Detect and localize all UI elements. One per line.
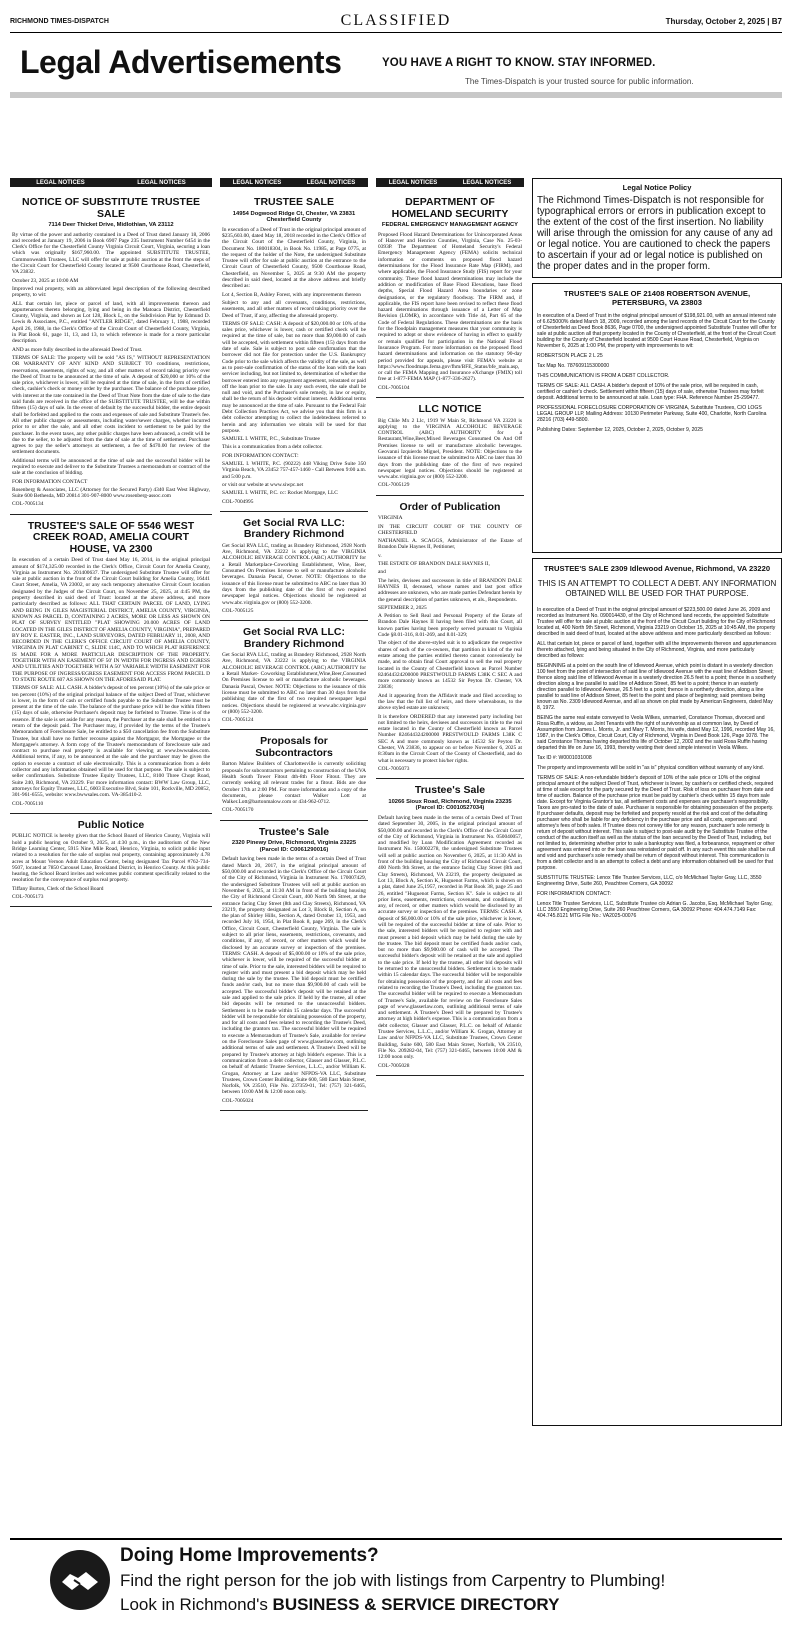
- notice-paragraph: NATHANIEL A. SCAGGS, Administrator of the Estate of Brandon Dale Haynes II, Petitioner,: [378, 538, 522, 551]
- notice-paragraph: COL-7004995: [222, 498, 254, 505]
- legal-notices-label: LEGAL NOTICES: [137, 179, 186, 186]
- legal-notice: [10, 814, 212, 907]
- notice-paragraph: Subject to any and all covenants, conditions, restrictions, easements, and all other matters of record taking priority over the Deed of Trust, if any, affecting the aforesaid property.: [222, 299, 366, 319]
- legal-notices-header: [376, 178, 524, 187]
- ad-body: Find the right person for the job with listings from Carpentry to Plumbing!: [120, 1571, 666, 1590]
- notice-paragraph: ROBERTSON PLACE 2 L 25: [537, 353, 603, 359]
- notice-paragraph: BEGINNING at a point on the south line of Idlewood Avenue, which point is distant in a westerly direction 100 feet from the point of intersection of said line of Idlewood Avenue with the east line of Addison Street; thence along said line of Idlewood Avenue in a westerly direction 26.5 feet to a point; thence in a southerly direction along a line parallel to said line of Addison Street, 85 feet to a point; thence in an easterly direction parallel to Idlewood Avenue, 26.5 feet to a point; thence in a northerly direction, along a line parallel to said line of Addison Street, 85 feet to the point and place of beginning; said premises being known as No. 2309 Idlewood Avenue, and all as shown on plat made by American Engineers, dated May 8, 1972.: [537, 663, 776, 711]
- notice-paragraph: v.: [378, 552, 382, 559]
- legal-notice: [376, 191, 524, 398]
- legal-notice: [376, 398, 524, 496]
- notice-paragraph: Proposed Flood Hazard Determinations for Unincorporated Areas of Hanover and Henrico Counties, Virginia, Case No. 25-03-0393P. The Department of Homeland Security's Federal Emergency Management Agency (FEMA) solicits technical information or comments on proposed flood hazard determinations for the Flood Insurance Rate Map (FIRM), and where applicable, the Flood Insurance Study (FIS) report for your community. These flood hazard determinations may include the addition or modification of Base Flood Elevations, base flood depths, Special Flood Hazard Area boundaries or zone designations, or the regulatory floodway. The FIRM and, if applicable, the FIS report have been revised to reflect these flood hazard determinations through issuance of a Letter of Map Revision (LOMR), in accordance with Title 44, Part 65 of the Code of Federal Regulations. These determinations are the basis for the floodplain management measures that your community is required to adopt or show evidence of having in effect to qualify or remain qualified for participation in the National Flood Insurance Program. For more information on the proposed flood hazard determinations and information on the statutory 90-day period provided for appeals, please visit FEMA's website at https://www.floodmaps.fema.gov/fhm/BFE_Status/bfe_main.asp, or call the FEMA Mapping and Insurance eXchange (FMIX) toll free at 1-877-FEMA MAP (1-877-336-2627).: [378, 231, 522, 383]
- legal-notices-header: [220, 178, 368, 187]
- legal-notices-label: LEGAL NOTICES: [462, 179, 512, 186]
- legal-notice: [220, 621, 368, 730]
- masthead-subtitle: The Times-Dispatch is your trusted source for public information.: [465, 77, 694, 86]
- legal-notice: [220, 730, 368, 820]
- notice-paragraph: COL-7005110: [12, 800, 44, 807]
- notice-paragraph: COL-7005124: [222, 717, 254, 724]
- legal-notices-label: LEGAL NOTICES: [388, 179, 438, 186]
- notice-paragraph: Additional terms will be announced at the time of sale and the successful bidder will be required to execute and deliver to the Substitute Trustees a memorandum or contract of the sale at the conclusion of bidding.: [12, 457, 210, 477]
- notice-paragraph: THE ESTATE OF BRANDON DALE HAYNES II,: [378, 561, 490, 568]
- notice-paragraph: October 23, 2025 at 10:00 AM: [12, 277, 79, 284]
- notice-paragraph: Get Social RVA LLC, trading as Brandery Richmond, 2928 North Ave, Richmond, VA 23222 is applying to the VIRGINIA ALCOHOLIC BEVERAGE CONTROL (ABC) AUTHORITY for a Retail Market- Coworking Establishment,Wine,Beer,Consumed On Premises license to sell or manufacture alcoholic beverages. Danasia Pascal, Owner. NOTE: Objections to the issuance of this license must be submitted to ABC no later than 30 days from the publishing date of the first of two required newspaper legal notices. Objections should be registered at www.abc.virginia.gov or (800) 552-3200.: [222, 652, 366, 715]
- notice-title: Get Social RVA LLC: Brandery Richmond: [243, 626, 345, 650]
- legal-notice: [10, 515, 212, 814]
- masthead-slogan: YOU HAVE A RIGHT TO KNOW. STAY INFORMED.: [382, 57, 656, 69]
- handshake-icon: [50, 1550, 110, 1610]
- notice-paragraph: PROFESSIONAL FORECLOSURE CORPORATION OF VIRGINIA, Substitute Trustees, C/O LOGS LEGAL GROUP LLP, Mailing Address: 10130 Perimeter Parkway, Suite 400, Charlotte, North Carolina 28216 (703) 449-5800.: [537, 405, 767, 423]
- notice-paragraph: COL-7005129: [378, 482, 410, 489]
- notice-paragraph: ALL that certain lot, piece or parcel of land, with all improvements thereon and appurtenances thereto belonging, lying and being in the Matoaca District, Chesterfield County, Virginia, and shown as Lot 128, Block L, on the Subdivision Plat by Edmund D. Lewis & Associates, P.C., entitled "ANTLER RIDGE", dated February 1, 1988, recorded April 26, 1988, in the Clerk's Office of the Circuit Court of Chesterfield County, Virginia, in Plat Book 61, page 11, 13, and 13, to which reference is made for a more particular description.: [12, 300, 210, 345]
- legal-notice: [220, 821, 368, 1111]
- notice-paragraph: COL-7005028: [378, 1062, 410, 1069]
- notice-paragraph: FOR INFORMATION CONTACT:: [537, 891, 611, 897]
- notice-paragraph: Tax Map No. 787609115300000: [537, 363, 610, 369]
- notice-paragraph: The property and improvements will be sold in "as is" physical condition without warranty of any kind.: [537, 765, 765, 771]
- notice-paragraph: IN THE CIRCUIT COURT OF THE COUNTY OF CHESTERFIELD: [378, 523, 522, 536]
- ad-directory-name: BUSINESS & SERVICE DIRECTORY: [272, 1595, 560, 1614]
- legal-notices-label: LEGAL NOTICES: [306, 179, 356, 186]
- legal-notice: [376, 496, 524, 779]
- legal-notice: [220, 512, 368, 621]
- notice-paragraph: In execution of a Deed of Trust in the original principal amount of $235,603.00, dated May 18, 2018 recorded in the Clerk's Office of the Circuit Court of the Chesterfield County, Virginia, in Document No. 180018304, in Book No. 11985, at Page 0775, at the request of the holder of the Note, the undersigned Substitute Trustee will offer for sale at public auction at the entrance to the Circuit Court of Chesterfield County, 9500 Courthouse Road, Chesterfield, on November 5, 2025 at 9:30 AM the property described in said deed, located at the above address and briefly described as:: [222, 226, 366, 290]
- notice-paragraph: Get Social RVA LLC, trading as Brandery Richmond, 2928 North Ave, Richmond, VA 23222 is applying to the VIRGINIA ALCOHOLIC BEVERAGE CONTROL (ABC) AUTHORITY for a Retail Marketplace-Coworking Establishment, Wine, Beer, Consumed On Premises license to sell or manufacture alcoholic beverages. Danasia Pascal, Owner. NOTE: Objections to the issuance of this license must be submitted to ABC no later than 30 days from the publishing date of the first of two required newspaper legal notices. Objections should be registered at www.abc.virginia.gov or (800) 552-3200.: [222, 542, 366, 606]
- notice-subtitle: 10266 Sioux Road, Richmond, Virginia 23235 (Parcel ID: C0010527034): [388, 798, 512, 812]
- notice-title: Public Notice: [77, 818, 145, 831]
- notice-paragraph: Rosenberg & Associates, LLC (Attorney for the Secured Party) 4340 East West Highway, Suite 600 Bethesda, MD 20814 301-907-8000 www.rosenberg-assoc.com: [12, 486, 210, 500]
- notice-paragraph: TERMS OF SALE: ALL CASH. A bidder's deposit of ten percent (10%) of the sale price or ten percent (10%) of the original principal balance of the subject Deed of Trust, whichever is lower, in the form of cash or certified funds payable to the Substitute Trustee must be present at the time of the sale. The balance of the purchase price will be due within fifteen (15) days of sale, otherwise Purchaser's deposit may be forfeited to Trustee. Time is of the essence. If the sale is set aside for any reason, the Purchaser at the sale shall be entitled to a return of the deposit paid. The Purchaser may, if provided by the terms of the Trustee's Memorandum of Foreclosure Sale, be entitled to a $50 cancellation fee from the Substitute Trustee, but shall have no further recourse against the Mortgagor, the Mortgagee or the Mortgagee's attorney. A form copy of the Trustee's memorandum of foreclosure sale and contract to purchase real property is available for viewing at www.bwwsales.com. Additional terms, if any, to be announced at the sale and the purchaser may be given the option to execute a contract of sale electronically. This is a communication from a debt collector and any information obtained will be used for that purpose. The sale is subject to seller confirmation. Substitute Trustee Equity Trustees, LLC, 8100 Three Chopt Road, Suite 240, Richmond, VA 23229. For more information contact: BWW Law Group, LLC, attorneys for Equity Trustees, LLC, 6003 Executive Blvd, Suite 101, Rockville, MD 20852, 301-961-6555, website: www.bwwsales.com. VA-385410-2.: [12, 685, 210, 799]
- notice-title: Trustee's Sale: [258, 825, 330, 838]
- notice-paragraph: SUBSTITUTE TRUSTEE: Lenox Title Trustee Services, LLC, c/o McMichael Taylor Gray, LLC, 3550 Engineering Drive, Suite 260, Peachtree Corners, GA 30092: [537, 875, 762, 887]
- notice-paragraph: PUBLIC NOTICE is hereby given that the School Board of Henrico County, Virginia will hold a public hearing on October 9, 2025, at 4:30 p.m., in the auditorium of the New Bridge Learning Center, 5915 Nine Mile Road, Henrico, Virginia, to solicit public input related to a resolution for the sale of surplus real property, containing approximately 4.78 acres at Mount Vernon Adult Education Center, being designated Tax Parcel #762-734-9507, located at 7850 Carousel Lane, Brookland District, in Henrico County. At this public hearing, the School Board invites and welcomes public comment specifically related to the resolution for the conveyance of surplus real property.: [12, 833, 210, 884]
- policy-text: The Richmond Times-Dispatch is not responsible for typographical errors or errors in publication except to the extent of the cost of the first insertion. No liability will arise through the omission for any cause of any ad or legal notice. You are cautioned to check the papers to ascertain if your ad or legal notice is published on the proper dates and in the proper form.: [537, 195, 773, 272]
- notice-paragraph: SEPTEMBER 2, 2025: [378, 604, 427, 611]
- notice-paragraph: Default having been made in the terms of a certain Deed of Trust dated March 20, 2017, in the original principal amount of $50,000.00 and recorded in the Clerk's Office of the Circuit Court of the City of Richmond, Virginia in Instrument No. 170007429, the undersigned Substitute Trustees will sell at public auction on November 6, 2025, at 11:30 AM in front of the building housing the City of Richmond Circuit Court, 400 North 9th Street, at the entrance facing Clay Street (8th and Clay Streets), Richmond, VA 23219, the property designated as Lot 3, Block B, Section A, on the plan of Shirley Hills, Section A, dated October 13, 1953, and recorded July 16, 1954, in Plat Book 8, page 269, in the Clerk's Office, Circuit Court, Chesterfield County, Virginia. The sale is subject to all prior liens, easements, restrictions, covenants, and conditions, if any, of record, or other matters which would be disclosed by an accurate survey or inspection of the premises. TERMS: CASH. A deposit of $5,000.00 or 10% of the sale price, whichever is lower, will be required of the successful bidder at time of sale. Prior to the sale, interested bidders will be required to register with and must present a bid deposit which may be held during the sale by the trustee. The bid deposit must be certified funds and/or cash, but no more than $9,900.00 of cash will be accepted. The successful bidder's deposit will be retained at the sale and applied to the sale price. If held by the trustee, all other bid deposits will be returned to the unsuccessful bidders. Settlement is to be made within 15 calendar days. The successful bidder will be responsible for obtaining possession of the property, and for all costs and fees related to recording the Trustee's Deed, including the grantors tax. The successful bidder will be required to execute a Memorandum of Trustee's Sale, available for review on the Foreclosure Sales page of www.glasserlaw.com, outlining additional terms of sale and settlement. A Trustee's Deed will be prepared by Trustee's attorney at high bidder's expense. This is a communication from a debt collector, Glasser and Glasser, P.L.C. on behalf of Atlantic Trustee Services, L.L.C., and/or William K. Grogan, Attorney at Law and/or NFPDS-VA LLC, Substitute Trustees, Crown Center Building, Suite 600, 580 East Main Street, Norfolk, VA 23510, File No. 237359-01, Tel: (757) 321-6465, between 10:00 AM & 12:00 noon only.: [222, 856, 366, 1096]
- page-date: Thursday, October 2, 2025 | B7: [665, 17, 782, 26]
- notice-paragraph: COL-7005125: [222, 607, 254, 614]
- notice-paragraph: SAMUEL I. WHITE, P.C., Substitute Trustee: [222, 436, 320, 443]
- notice-paragraph: This is a communication from a debt collector.: [222, 444, 323, 451]
- notice-paragraph: Publishing Dates: September 12, 2025, October 2, 2025, October 9, 2025: [537, 427, 703, 433]
- notice-title: Trustee's Sale: [414, 784, 486, 797]
- notice-paragraph: SAMUEL I. WHITE, P.C. (90222) 448 Viking Drive Suite 350 Virginia Beach, VA 23452 757-457-1460 - Call Between 9:00 a.m. and 5:00 p.m.: [222, 461, 366, 480]
- notice-paragraph: The object of the above-styled suit is to adjudicate the respective shares of each of the co-owners, that partition in kind of the real estate among the parties entitled thereto cannot conveniently be made, and to obtain final Court approval to sell the real property located in the County of Chesterfield known as Parcel Number 824644324200000 PRESTWOULD FARMS L38K C SEC A and more commonly known as 14532 Sir Peyton Dr. Chester, VA 23836;: [378, 640, 522, 691]
- notice-paragraph: In execution of a Deed of Trust in the original principal amount of $198,921.00, with an annual interest rate of 6.625000% dated March 18, 2009, recorded among the land records of the Circuit Court for the County of Chesterfield as Deed Book 8636, Page 0700, the undersigned appointed Substitute Trustee will offer for sale at public auction all that property located in the County of Chesterfield, at the front of the Circuit Court building for the County of Chesterfield located at 9500 Court House Road, Chesterfield, Virginia on November 6, 2025 at 1:00 PM, the property with improvements to wit:: [537, 313, 777, 349]
- notice-paragraph: COL-7005024: [222, 1097, 254, 1104]
- legal-notices-label: LEGAL NOTICES: [36, 179, 85, 186]
- notice-paragraph: Tax ID #: W0001031008: [537, 755, 592, 761]
- notice-paragraph: In execution of a Deed of Trust in the original principal amount of $223,500.00 dated June 26, 2009 and recorded as Instrument No. 090014430, of the City of Richmond land records, the appointed Substitute Trustee will offer for sale at public auction at the front of the Circuit Court building for the City of Richmond located at, 400 North 9th Street, Richmond, Virginia 23219 on October 15, 2025 at 10:45 AM, the property described in said deed of trust, located at the above address and more particularly described as follows:: [537, 607, 776, 637]
- notice-title: LLC NOTICE: [418, 403, 482, 416]
- notice-paragraph: and: [378, 569, 386, 576]
- notice-paragraph: BEING the same real estate conveyed to Veola Wilkes, unmarried, Constance Thomas, divorced and Rosa Ruffin, a widow, as Joint Tenants with the right of survivorship as at common law, by Deed of Assumption from James L. Morris, Jr. and Mary T. Morris, his wife, dated May 12, 1996, recorded May 16, 1987, in the Clerk's Office, Circuit Court, City of Richmond, Virginia in Deed Book 126, Page 1078. The said Constance Thomas having departed this life of October 12, 2002 and the said Rosa Ruffin having departed this life on June 16, 1993, thereby vesting their deed simple interest in Veola Wilkes.: [537, 715, 775, 751]
- notice-title: Get Social RVA LLC: Brandery Richmond: [243, 516, 345, 541]
- notice-paragraph: Default having been made in the terms of a certain Deed of Trust dated September 30, 2005, in the original principal amount of $50,000.00 and recorded in the Clerk's Office of the Circuit Court of the City of Richmond, Virginia in Instrument No. 050040057, and modified by Loan Modification Agreement recorded as Instrument No. 150002278, the undersigned Substitute Trustees will sell at public auction on November 6, 2025, at 11:30 AM in front of the building housing the City of Richmond Circuit Court, 400 North 9th Street, at the entrance facing Clay Street (8th and Clay Streets), Richmond, VA 23219, the property designated as Lot 13, Block A, Section K, Huguenot Farms, which is shown on a plat, dated June 25,1957, recorded in Plat Book 38, page 25 and 26, entitled "Huguenot Farms, Section K". Sale is subject to all prior liens, easements, restrictions, covenants, and conditions, if any, of record, or other matters which would be disclosed by an accurate survey or inspection of the premises. TERMS: CASH. A deposit of $6,000.00 or 10% of the sale price, whichever is lower, will be required of the successful bidder at time of sale. Prior to the sale, interested bidders will be required to register with and must present a bid deposit which may be held during the sale by the trustee. The bid deposit must be certified funds and/or cash, but no more than $9,900.00 of cash will be accepted. The successful bidder's deposit will be retained at the sale and applied to the sale price. If held by the trustee, all other bid deposits will be returned to the unsuccessful bidders. Settlement is to be made within 15 calendar days. The successful bidder will be responsible for obtaining possession of the property, and for all costs and fees related to recording the Trustee's Deed, including the grantors tax. The successful bidder will be required to execute a Memorandum of Trustee's Sale, available for review on the Foreclosure Sales page of www.glasserlaw.com, outlining additional terms of sale and settlement. A Trustee's Deed will be prepared by Trustee's attorney at high bidder's expense. This is a communication from a debt collector, Glasser and Glasser, P.L.C. on behalf of Atlantic Trustee Services, L.L.C., and/or William K. Grogan, Attorney at Law and/or NFPDS-VA LLC, Substitute Trustees, Crown Center Building, Suite 600, 580 East Main Street, Norfolk, VA 23510, File No. 209282-04, Tel: (757) 321-6465, between 10:00 AM & 12:00 noon only.: [378, 814, 522, 1061]
- notice-paragraph: COL-7005170: [222, 807, 254, 814]
- ad-cta-text: Look in Richmond's: [120, 1595, 273, 1614]
- notice-paragraph: It is therefore ORDERED that any interested party including but not limited to the heirs, devisees and successors in title to the real estate located in the County of Chesterfield known as Parcel Number 824644324200000 PRESTWOULD FARMS L38K C SEC A and more commonly known as 14532 Sir Peyton Dr. Chester, VA 23836, to appear on or before November 6, 2025 at 8:30am in the Circuit Court of the County of Chesterfield, and do what is necessary to protect his/her rights.: [378, 713, 522, 764]
- notice-subtitle: FEDERAL EMERGENCY MANAGEMENT AGENCY: [381, 222, 519, 228]
- notice-paragraph: Tiffany Burton, Clerk of the School Board: [12, 885, 104, 892]
- notice-subtitle: 2320 Pinewy Drive, Richmond, Virginia 23225 (Parcel ID: C0061290016): [231, 840, 357, 853]
- notice-paragraph: In execution of a certain Deed of Trust dated May 16, 2014, in the original principal amount of $174,325.00 recorded in the Clerk's Office, Circuit Court for Amelia County, Virginia as Instrument No. 201400637. The undersigned Substitute Trustee will offer for sale at public auction in the front of the Circuit Court building for Amelia County, 16441 Court Street, Amelia, VA 23002, or any such temporary alternative Circuit Court location designated by the Judges of the Circuit Court, on November 25, 2025, at 4:45 PM, the property described in said deed of Trust: located at the above address, and more particularly described as follows: ALL THAT CERTAIN PARCEL OF LAND, LYING AND BEING IN GILES MAGISTERIAL DISTRICT, AMELIA COUNTY, VIRGINIA, KNOWN AS PARCEL D, CONTAINING 2 ACRES, MORE OR LESS AS SHOWN ON PLAT OF SURVEY ENTITLED "PLAT SHOWING 20.000 ACRES OF LAND LOCATED IN THE GILES DISTRICT OF AMELIA COUNTY, VIRGINIA", PREPARED BY ROY E. EASTER, INC., LAND SURVEYORS, DATED FEBRUARY 11, 2008, AND RECORDED IN THE CLERK'S OFFICE CIRCUIT COURT OF AMELIA COUNTY, VIRGINIA IN PLAT CABINET C, SLIDE 114C, AND TO WHICH PLAT REFERENCE IS MADE FOR A MORE PARTICULAR DESCRIPTION OF THE PROPERTY. TOGETHER WITH AN EASEMENT OF 50' IN WIDTH FOR INGRESS AND EGRESS AND UTILITIES AND TOGETHER WITH A 50' VARIABLE WIDTH EASEMENT FOR THE PURPOSE OF INGRESS/EGRESS EASEMENT FOR ACCESS FROM PARCEL D TO STATE ROUTE 607 AS SHOWN ON THE AFORESAID PLAT.: [12, 557, 210, 683]
- notice-paragraph: Lot 4, Section B, Ashley Forest, with any improvements thereon: [222, 291, 361, 298]
- section-name: CLASSIFIED: [340, 12, 452, 29]
- notice-paragraph: Big Chile Mx 2 Llc, 1919 W Main St, Richmond VA 23220 is applying to the VIRGINIA ALCOHOLIC BEVERAGE CONTROL (ABC) AUTHORITY for a Restaurant,Wine,Beer,Mixed Beverages Consumed On And Off Premises license to sell or manufacture alcoholic beverages. Geovanni Izquierdo Miguel, President. NOTE: Objections to the issuance of this license must be submitted to ABC no later than 30 days from the publishing date of the first of two required newspaper legal notices. Objections should be registered at www.abc.virginia.gov or (800) 552-3200.: [378, 417, 522, 481]
- ad-headline: Doing Home Improvements?: [120, 1545, 379, 1566]
- notice-paragraph: Improved real property, with an abbreviated legal description of the following described property, to wit:: [12, 285, 210, 299]
- folio-divider: [10, 32, 782, 33]
- policy-title: Legal Notice Policy: [622, 183, 692, 192]
- notice-paragraph: AND as more fully described in the aforesaid Deed of Trust.: [12, 346, 143, 353]
- notice-paragraph: Lenox Title Trustee Services, LLC, Substitute Trustee c/o Adrian G. Jacobs, Esq. McMichael Taylor Gray, LLC 3550 Engineering Drive, Suite 260 Peachtree Corners, GA 30092 Phone: 404.474.7149 Fax: 404.745.8121 MTG File No.: VA2025-00076: [537, 901, 773, 919]
- legal-notice: [10, 191, 212, 515]
- notice-paragraph: The heirs, devisees and successors in title of BRANDON DALE HAYNES II, deceased, whose names and last post office addresses are unknown, who are made parties Defendant herein by the general description of parties unknown, et als., Respondents.: [378, 577, 522, 603]
- notice-paragraph: SAMUEL I. WHITE, P.C. cc: Rocket Mortgage, LLC: [222, 490, 338, 497]
- notice-paragraph: COL-7005134: [12, 501, 44, 508]
- notice-paragraph: COL-7005073: [378, 765, 410, 772]
- notice-paragraph: TERMS OF SALE: ALL CASH. A bidder's deposit of 10% of the sale price, will be required in cash, certified or cashier's check. Settlement within fifteen (15) days of sale, otherwise Trustees may forfeit deposit. Additional terms to be announced at sale. Loan type: FHA. Reference Number 25-299477.: [537, 383, 764, 401]
- directory-ad[interactable]: [10, 1538, 782, 1626]
- notice-title: TRUSTEE'S SALE 2309 Idlewood Avenue, Richmond, VA 23220: [543, 564, 771, 573]
- notice-title: TRUSTEE'S SALE OF 5546 WEST CREEK ROAD, AMELIA COURT HOUSE, VA 2300: [27, 519, 195, 555]
- column-1: [10, 178, 212, 1533]
- publication-name: RICHMOND TIMES-DISPATCH: [10, 18, 109, 25]
- notice-paragraph: FOR INFORMATION CONTACT:: [222, 452, 299, 459]
- notice-paragraph: COL-7005104: [378, 384, 410, 391]
- notice-paragraph: THIS COMMUNICATION IS FROM A DEBT COLLECTOR.: [537, 373, 670, 379]
- page-folio: [10, 14, 782, 30]
- notice-subtitle: 7114 Deer Thicket Drive, Midlothian, VA 23112: [48, 222, 174, 228]
- page-title: Legal Advertisements: [20, 44, 342, 80]
- notice-paragraph: COL-7005173: [12, 894, 44, 901]
- notice-paragraph: Barton Malow Builders of Charlottesville is currently soliciting proposals for subcontractors pertaining to construction of the UVA Health South Tower Fitout 4th-8th Floor Fitout. They are currently seeking all relevant trades for a fitout. Bids are due October 17th at 2:00 PM. For more information and a copy of the documents, please contact Walker Lott at Walker.Lott@bartonmalow.com or 434-962-0712.: [222, 761, 366, 806]
- notice-paragraph: ALL that certain lot, piece or parcel of land, together with all the improvements thereon and appurtenances thereto attached, lying and being situated in the City of Richmond, Virginia, and more particularly described as follows:: [537, 641, 777, 659]
- column-3: [376, 178, 524, 1533]
- notice-paragraph: VIRGINIA: [378, 515, 403, 522]
- notice-title: Proposals for Subcontractors: [255, 735, 333, 759]
- masthead-bar: [10, 92, 782, 98]
- legal-notice: [220, 191, 368, 512]
- legal-notices-header: [10, 178, 212, 187]
- legal-notices-label: LEGAL NOTICES: [232, 179, 282, 186]
- notice-subtitle: 14954 Dogwood Ridge Ct, Chester, VA 23831 Chesterfield County: [232, 210, 356, 224]
- notice-title: Order of Publication: [399, 500, 501, 513]
- notice-paragraph: TERMS OF SALE: The property will be sold "AS IS," WITHOUT REPRESENTATION OR WARRANTY OF ANY KIND AND SUBJECT TO conditions, restrictions, reservations, easements, rights of way, and all other matters of record taking priority over the Deed of Trust to be announced at the time of sale. A deposit of $20,000 or 10% of the sale price, whichever is lower, will be required at the time of sale, in the form of certified check, cashier's check or money order by the purchaser. The balance of the purchase price, with interest at the rate contained in the Deed of Trust Note from the date of sale to the date said funds are received in the office of the SUBSTITUTE TRUSTEE, will be due within fifteen (15) days of sale. In the event of default by the successful bidder, the entire deposit shall be forfeited and applied to the costs and expenses of sale and Substitute Trustee's fee. All other public charges or assessments, including water/sewer charges, whether incurred prior to or after the sale, and all other costs incident to settlement to be paid by the purchaser. In the event taxes, any other public charges have been advanced, a credit will be due to the seller, to be adjusted from the date of sale at the time of settlement. Purchaser agrees to pay the seller's attorneys at settlement, a fee of $470.00 for review of the settlement documents.: [12, 354, 210, 456]
- legal-notice-policy: [532, 178, 782, 278]
- notice-paragraph: And it appearing from the Affidavit made and filed according to the law that the full list of heirs, and there whereabouts, to the above styled estate are unknown;: [378, 692, 522, 712]
- notice-paragraph: A Petition to Sell Real and Personal Property of the Estate of Brandon Dale Haynes II having been filed with this Court, all known parties having been properly served pursuant to Virginia Code §8.01-316, 8.01-269, and 8.01-329;: [378, 613, 522, 639]
- notice-paragraph: By virtue of the power and authority contained in a Deed of Trust dated January 18, 2006 and recorded at January 19, 2006 in Book 6907 Page 235 Instrument Number 6454 in the Clerk's Office for the Chesterfield County Virginia Circuit Court, Virginia, securing a loan which was originally $167,960.00. The appointed SUBSTITUTE TRUSTEE, Commonwealth Trustees, LLC will offer for sale at public auction at the front the steps of the Circuit Court for Chesterfield County located at 9500 Courthouse Road, Chesterfield, VA 23832.: [12, 231, 210, 276]
- notice-paragraph: FOR INFORMATION CONTACT: [12, 478, 88, 485]
- ad-cta: [120, 1595, 559, 1615]
- notice-title: DEPARTMENT OF HOMELAND SECURITY: [391, 196, 509, 220]
- notice-paragraph: TERMS OF SALE: A non-refundable bidder's deposit of 10% of the sale price or 10% of the original principal amount of the subject Deed of Trust, whichever is lower, by cashier's or certified check, required at time of sale except for the party secured by the Deed of Trust. Risk of loss on purchaser from date and time of auction. Balance of the purchase price must be paid by cashier's check within 15 days from sale date. Except for Virginia Grantor's tax, all settlement costs and expenses are purchaser's responsibility. Taxes are pro-rated to the date of sale. Purchaser is responsible for obtaining possession of the property. If purchaser defaults, deposit may be forfeited and property resold at the risk and cost of the defaulting purchaser who shall be liable for any deficiency in the purchase price and all costs, expenses and attorney's fees of both sales. If Trustee does not convey title for any reason, purchaser's sole remedy is return of deposit without interest. This sale is subject to post-sale audit by the Substitute Trustee of the conduct of the auction itself as well as the status of the loan secured by the Deed of Trust, including, but not limited to, determining whether prior to sale a bankruptcy was filed, a forbearance, repayment or other agreement was entered into or the loan was reinstated or paid off. In any such event this sale shall be null and void and purchaser's sole remedy shall be return of deposit without interest. This communication is from a debt collector and is an attempt to collect a debt and any information obtained will be used for that purpose.: [537, 775, 776, 871]
- column-right: [532, 178, 782, 1533]
- notice-idlewood-avenue: [532, 558, 782, 1426]
- column-2: [220, 178, 368, 1533]
- notice-title: TRUSTEE'S SALE OF 21408 ROBERTSON AVENUE, PETERSBURG, VA 23803: [563, 289, 751, 307]
- notice-paragraph: TERMS OF SALE: CASH: A deposit of $20,000.00 or 10% of the sales price, whichever is lower, cash or certified check will be required at the time of sale, but no more than $9,000.00 of cash will be accepted, with settlement within fifteen (15) days from the date of sale. Sale is subject to post sale confirmation that the borrower did not file for protection under the U.S. Bankruptcy Code prior to the sale which affects the validity of the sale, as well as to post-sale confirmation of the status of the loan with the loan servicer including, but not limited to, determination of whether the borrower entered into any repayment agreement, reinstated or paid off the loan prior to the sale. In any such event, the sale shall be null and void, and the Purchaser's sole remedy, in law or equity, shall be the return of his deposit without interest. Additional terms may be announced at the time of sale. Pursuant to the Federal Fair Debt Collection Practices Act, we advise you that this firm is a debt collector attempting to collect the indebtedness referred to herein and any information we obtain will be used for that purpose.: [222, 320, 366, 434]
- notice-title: TRUSTEE SALE: [254, 196, 334, 208]
- debt-collector-notice: THIS IS AN ATTEMPT TO COLLECT A DEBT. ANY INFORMATION OBTAINED WILL BE USED FOR THAT PURPOSE.: [537, 579, 777, 598]
- notice-robertson-avenue: [532, 283, 782, 553]
- legal-notice: [376, 779, 524, 1076]
- notice-paragraph: or visit our website at www.siwpc.net: [222, 481, 304, 488]
- notice-title: NOTICE OF SUBSTITUTE TRUSTEE SALE: [22, 196, 200, 220]
